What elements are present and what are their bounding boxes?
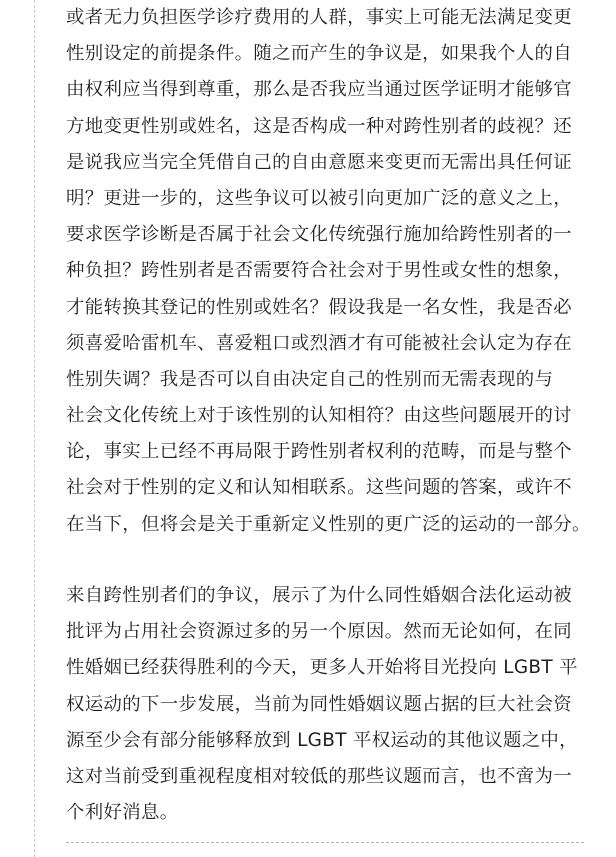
paragraph-line: 才能转换其登记的性别或姓名？假设我是一名女性，我是否必 [66,296,572,318]
paragraph-line: 论，事实上已经不再局限于跨性别者权利的范畴，而是与整个 [66,441,572,463]
paragraph-line: 社会对于性别的定义和认知相联系。这些问题的答案，或许不 [66,477,572,499]
paragraph-2 [66,578,578,831]
paragraph-line: 或者无力负担医学诊疗费用的人群，事实上可能无法满足变更 [66,7,572,28]
paragraph-line: 由权利应当得到尊重，那么是否我应当通过医学证明才能够官 [66,79,572,101]
paragraph-line: 在当下，但将会是关于重新定义性别的更广泛的运动的一部分。 [66,513,591,535]
paragraph-line: 方地变更性别或姓名，这是否构成一种对跨性别者的歧视？还 [66,115,572,137]
paragraph-line: 性婚姻已经获得胜利的今天，更多人开始将目光投向 LGBT 平 [66,657,578,679]
paragraph-line: 明？更进一步的，这些争议可以被引向更加广泛的意义之上， [66,187,572,209]
paragraph-line: 这对当前受到重视程度相对较低的那些议题而言，也不啻为一 [66,765,572,787]
paragraph-1 [66,0,591,543]
left-margin-divider [34,0,35,857]
paragraph-line: 社会文化传统上对于该性别的认知相符？由这些问题展开的讨 [66,405,572,427]
paragraph-line: 权运动的下一步发展，当前为同性婚姻议题占据的巨大社会资 [66,693,572,715]
paragraph-line: 批评为占用社会资源过多的另一个原因。然而无论如何，在同 [66,621,572,643]
paragraph-line: 须喜爱哈雷机车、喜爱粗口或烈酒才有可能被社会认定为存在 [66,332,572,354]
paragraph-line: 性别设定的前提条件。随之而产生的争议是，如果我个人的自 [66,43,572,65]
paragraph-line: 种负担？跨性别者是否需要符合社会对于男性或女性的想象， [66,260,572,282]
section-divider [66,842,584,843]
paragraph-line: 性别失调？我是否可以自由决定自己的性别而无需表现的与 [66,368,554,390]
paragraph-line: 个利好消息。 [66,802,179,824]
paragraph-line: 来自跨性别者们的争议，展示了为什么同性婚姻合法化运动被 [66,585,572,606]
paragraph-line: 是说我应当完全凭借自己的自由意愿来变更而无需出具任何证 [66,151,572,173]
paragraph-line: 要求医学诊断是否属于社会文化传统强行施加给跨性别者的一 [66,224,572,246]
paragraph-line: 源至少会有部分能够释放到 LGBT 平权运动的其他议题之中， [66,729,578,751]
